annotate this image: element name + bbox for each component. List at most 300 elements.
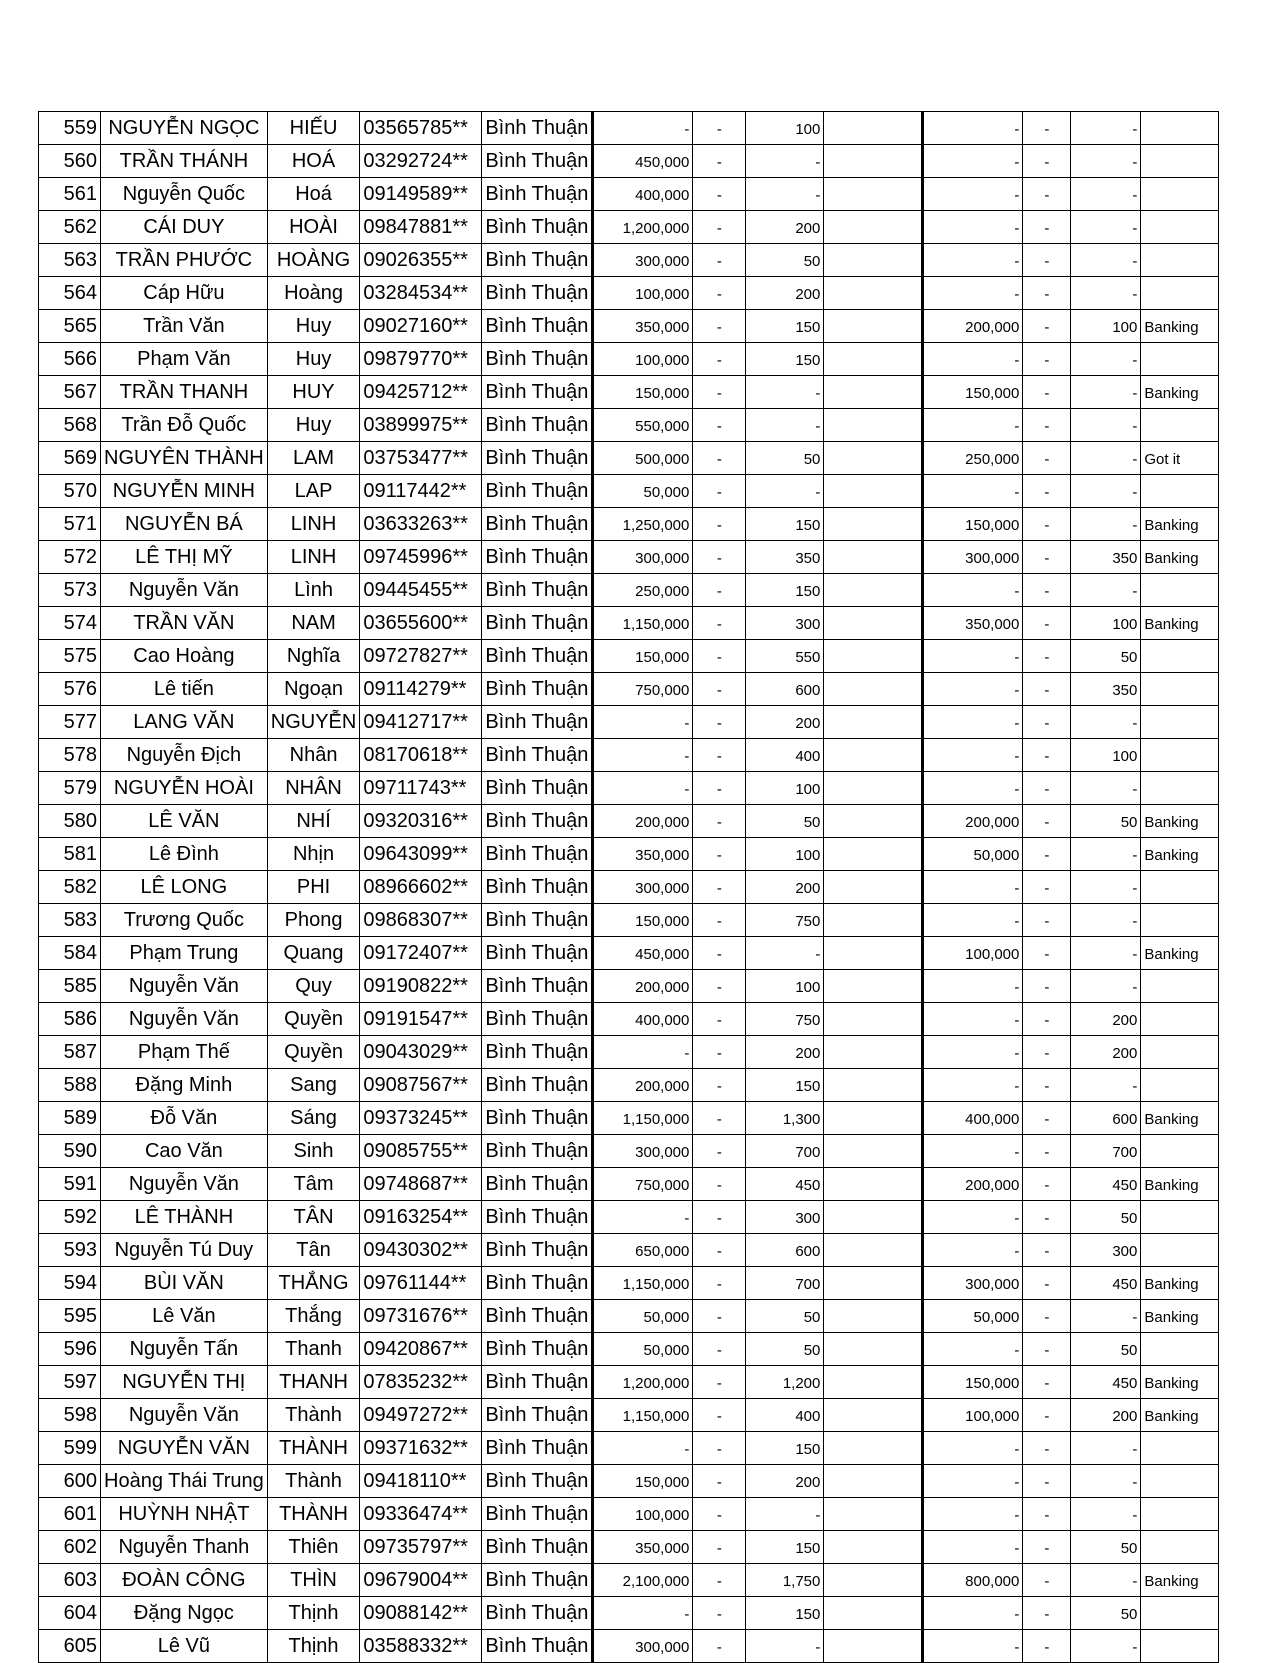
payment-note-cell: Banking	[1141, 1366, 1219, 1399]
row-number: 605	[39, 1630, 101, 1663]
province-cell: Bình Thuận	[482, 211, 593, 244]
row-number: 575	[39, 640, 101, 673]
col-f-cell: -	[1023, 1564, 1071, 1597]
received-amount-cell: 50,000	[923, 838, 1023, 871]
row-number: 566	[39, 343, 101, 376]
col-c-cell: 50	[746, 244, 824, 277]
phone-cell: 03633263**	[360, 508, 482, 541]
payment-note-cell	[1141, 706, 1219, 739]
col-g-cell: 300	[1071, 1234, 1141, 1267]
col-f-cell: -	[1023, 1234, 1071, 1267]
first-name-cell: NGUYỄN NGỌC	[101, 112, 268, 145]
col-b-cell: -	[693, 1300, 746, 1333]
table-row	[39, 145, 1219, 178]
col-g-cell: 50	[1071, 805, 1141, 838]
col-g-cell: 50	[1071, 1597, 1141, 1630]
last-name-cell: THÌN	[267, 1564, 360, 1597]
received-amount-cell: -	[923, 1465, 1023, 1498]
blank-cell	[824, 970, 923, 1003]
col-g-cell: -	[1071, 409, 1141, 442]
table-row	[39, 1003, 1219, 1036]
col-c-cell: 750	[746, 904, 824, 937]
last-name-cell: Thanh	[267, 1333, 360, 1366]
table-row	[39, 211, 1219, 244]
phone-cell: 09731676**	[360, 1300, 482, 1333]
received-amount-cell: -	[923, 1069, 1023, 1102]
phone-cell: 09879770**	[360, 343, 482, 376]
col-g-cell: -	[1071, 1465, 1141, 1498]
amount-cell: 2,100,000	[593, 1564, 693, 1597]
blank-cell	[824, 673, 923, 706]
col-g-cell: -	[1071, 376, 1141, 409]
blank-cell	[824, 1135, 923, 1168]
row-number: 565	[39, 310, 101, 343]
first-name-cell: Nguyễn Thanh	[101, 1531, 268, 1564]
table-row	[39, 937, 1219, 970]
received-amount-cell: -	[923, 871, 1023, 904]
col-b-cell: -	[693, 508, 746, 541]
col-f-cell: -	[1023, 244, 1071, 277]
col-g-cell: -	[1071, 1069, 1141, 1102]
province-cell: Bình Thuận	[482, 310, 593, 343]
table-row	[39, 178, 1219, 211]
province-cell: Bình Thuận	[482, 343, 593, 376]
last-name-cell: Nghĩa	[267, 640, 360, 673]
received-amount-cell: 800,000	[923, 1564, 1023, 1597]
first-name-cell: LÊ VĂN	[101, 805, 268, 838]
received-amount-cell: 200,000	[923, 310, 1023, 343]
col-f-cell: -	[1023, 640, 1071, 673]
col-b-cell: -	[693, 1366, 746, 1399]
col-g-cell: 100	[1071, 739, 1141, 772]
phone-cell: 09320316**	[360, 805, 482, 838]
last-name-cell: Nhân	[267, 739, 360, 772]
blank-cell	[824, 937, 923, 970]
first-name-cell: Trương Quốc	[101, 904, 268, 937]
phone-cell: 09418110**	[360, 1465, 482, 1498]
col-b-cell: -	[693, 772, 746, 805]
col-b-cell: -	[693, 739, 746, 772]
col-c-cell: 300	[746, 607, 824, 640]
row-number: 582	[39, 871, 101, 904]
blank-cell	[824, 409, 923, 442]
amount-cell: 100,000	[593, 277, 693, 310]
blank-cell	[824, 1399, 923, 1432]
payment-note-cell	[1141, 970, 1219, 1003]
province-cell: Bình Thuận	[482, 1630, 593, 1663]
last-name-cell: THANH	[267, 1366, 360, 1399]
payment-note-cell: Banking	[1141, 541, 1219, 574]
table-row	[39, 541, 1219, 574]
table-row	[39, 112, 1219, 145]
row-number: 584	[39, 937, 101, 970]
table-row	[39, 1036, 1219, 1069]
col-g-cell: -	[1071, 1564, 1141, 1597]
payment-note-cell	[1141, 409, 1219, 442]
province-cell: Bình Thuận	[482, 904, 593, 937]
table-row	[39, 1102, 1219, 1135]
first-name-cell: HUỲNH NHẬT	[101, 1498, 268, 1531]
received-amount-cell: 200,000	[923, 1168, 1023, 1201]
row-number: 588	[39, 1069, 101, 1102]
table-row	[39, 1630, 1219, 1663]
amount-cell: 750,000	[593, 1168, 693, 1201]
amount-cell: 300,000	[593, 1630, 693, 1663]
blank-cell	[824, 1267, 923, 1300]
amount-cell: 300,000	[593, 541, 693, 574]
first-name-cell: TRẦN THÁNH	[101, 145, 268, 178]
amount-cell: -	[593, 1597, 693, 1630]
province-cell: Bình Thuận	[482, 541, 593, 574]
blank-cell	[824, 640, 923, 673]
amount-cell: -	[593, 772, 693, 805]
col-g-cell: -	[1071, 1300, 1141, 1333]
last-name-cell: Phong	[267, 904, 360, 937]
col-f-cell: -	[1023, 739, 1071, 772]
row-number: 570	[39, 475, 101, 508]
col-b-cell: -	[693, 970, 746, 1003]
col-g-cell: -	[1071, 574, 1141, 607]
col-g-cell: -	[1071, 1498, 1141, 1531]
col-f-cell: -	[1023, 1333, 1071, 1366]
amount-cell: 550,000	[593, 409, 693, 442]
col-c-cell: 50	[746, 1333, 824, 1366]
col-b-cell: -	[693, 1399, 746, 1432]
first-name-cell: Lê Vũ	[101, 1630, 268, 1663]
first-name-cell: Nguyễn Văn	[101, 1399, 268, 1432]
province-cell: Bình Thuận	[482, 970, 593, 1003]
amount-cell: 200,000	[593, 1069, 693, 1102]
first-name-cell: Nguyễn Văn	[101, 1168, 268, 1201]
received-amount-cell: -	[923, 211, 1023, 244]
col-g-cell: 350	[1071, 541, 1141, 574]
first-name-cell: Cao Hoàng	[101, 640, 268, 673]
last-name-cell: Huy	[267, 343, 360, 376]
payment-note-cell	[1141, 1036, 1219, 1069]
amount-cell: 200,000	[593, 805, 693, 838]
received-amount-cell: 250,000	[923, 442, 1023, 475]
col-c-cell: 400	[746, 739, 824, 772]
province-cell: Bình Thuận	[482, 442, 593, 475]
col-c-cell: 350	[746, 541, 824, 574]
payment-note-cell	[1141, 1234, 1219, 1267]
table-row	[39, 244, 1219, 277]
payment-note-cell	[1141, 1069, 1219, 1102]
received-amount-cell: 50,000	[923, 1300, 1023, 1333]
phone-cell: 09190822**	[360, 970, 482, 1003]
col-c-cell: 750	[746, 1003, 824, 1036]
table-row	[39, 1366, 1219, 1399]
last-name-cell: HOÀNG	[267, 244, 360, 277]
province-cell: Bình Thuận	[482, 937, 593, 970]
row-number: 563	[39, 244, 101, 277]
table-row	[39, 673, 1219, 706]
phone-cell: 09679004**	[360, 1564, 482, 1597]
received-amount-cell: -	[923, 1234, 1023, 1267]
col-f-cell: -	[1023, 310, 1071, 343]
col-g-cell: 100	[1071, 607, 1141, 640]
phone-cell: 03565785**	[360, 112, 482, 145]
received-amount-cell: 350,000	[923, 607, 1023, 640]
last-name-cell: HOÀI	[267, 211, 360, 244]
blank-cell	[824, 772, 923, 805]
last-name-cell: NAM	[267, 607, 360, 640]
col-b-cell: -	[693, 706, 746, 739]
col-c-cell: -	[746, 475, 824, 508]
payment-note-cell: Banking	[1141, 1300, 1219, 1333]
table-row	[39, 1300, 1219, 1333]
first-name-cell: NGUYỄN HOÀI	[101, 772, 268, 805]
col-b-cell: -	[693, 277, 746, 310]
amount-cell: 350,000	[593, 310, 693, 343]
first-name-cell: Nguyễn Quốc	[101, 178, 268, 211]
first-name-cell: Nguyễn Văn	[101, 574, 268, 607]
first-name-cell: Cáp Hữu	[101, 277, 268, 310]
last-name-cell: Quyền	[267, 1036, 360, 1069]
blank-cell	[824, 541, 923, 574]
table-row	[39, 838, 1219, 871]
row-number: 599	[39, 1432, 101, 1465]
phone-cell: 08170618**	[360, 739, 482, 772]
col-b-cell: -	[693, 937, 746, 970]
last-name-cell: Thịnh	[267, 1630, 360, 1663]
first-name-cell: TRẦN THANH	[101, 376, 268, 409]
table-row	[39, 1333, 1219, 1366]
blank-cell	[824, 739, 923, 772]
last-name-cell: Sinh	[267, 1135, 360, 1168]
row-number: 560	[39, 145, 101, 178]
payment-note-cell	[1141, 1135, 1219, 1168]
first-name-cell: CÁI DUY	[101, 211, 268, 244]
last-name-cell: Tân	[267, 1234, 360, 1267]
col-c-cell: 200	[746, 1465, 824, 1498]
row-number: 568	[39, 409, 101, 442]
phone-cell: 09373245**	[360, 1102, 482, 1135]
received-amount-cell: -	[923, 244, 1023, 277]
received-amount-cell: -	[923, 772, 1023, 805]
blank-cell	[824, 1333, 923, 1366]
received-amount-cell: -	[923, 475, 1023, 508]
first-name-cell: Nguyễn Văn	[101, 970, 268, 1003]
col-b-cell: -	[693, 343, 746, 376]
province-cell: Bình Thuận	[482, 574, 593, 607]
col-f-cell: -	[1023, 541, 1071, 574]
last-name-cell: Huy	[267, 409, 360, 442]
blank-cell	[824, 343, 923, 376]
row-number: 591	[39, 1168, 101, 1201]
amount-cell: 400,000	[593, 1003, 693, 1036]
blank-cell	[824, 805, 923, 838]
province-cell: Bình Thuận	[482, 1300, 593, 1333]
province-cell: Bình Thuận	[482, 1135, 593, 1168]
row-number: 561	[39, 178, 101, 211]
province-cell: Bình Thuận	[482, 1399, 593, 1432]
last-name-cell: Quy	[267, 970, 360, 1003]
province-cell: Bình Thuận	[482, 1102, 593, 1135]
phone-cell: 09748687**	[360, 1168, 482, 1201]
col-c-cell: 150	[746, 574, 824, 607]
col-f-cell: -	[1023, 1201, 1071, 1234]
col-g-cell: 100	[1071, 310, 1141, 343]
table-row	[39, 277, 1219, 310]
payment-note-cell: Banking	[1141, 1564, 1219, 1597]
first-name-cell: Lê tiến	[101, 673, 268, 706]
amount-cell: 1,200,000	[593, 1366, 693, 1399]
col-f-cell: -	[1023, 1135, 1071, 1168]
received-amount-cell: -	[923, 1630, 1023, 1663]
province-cell: Bình Thuận	[482, 1069, 593, 1102]
blank-cell	[824, 1069, 923, 1102]
row-number: 587	[39, 1036, 101, 1069]
received-amount-cell: -	[923, 904, 1023, 937]
province-cell: Bình Thuận	[482, 1036, 593, 1069]
table-row	[39, 508, 1219, 541]
phone-cell: 09371632**	[360, 1432, 482, 1465]
phone-cell: 09727827**	[360, 640, 482, 673]
amount-cell: 150,000	[593, 1465, 693, 1498]
first-name-cell: Nguyễn Văn	[101, 1003, 268, 1036]
phone-cell: 09847881**	[360, 211, 482, 244]
row-number: 603	[39, 1564, 101, 1597]
first-name-cell: Phạm Văn	[101, 343, 268, 376]
col-c-cell: 150	[746, 508, 824, 541]
last-name-cell: Huy	[267, 310, 360, 343]
first-name-cell: Cao Văn	[101, 1135, 268, 1168]
province-cell: Bình Thuận	[482, 838, 593, 871]
col-b-cell: -	[693, 1234, 746, 1267]
table-row	[39, 1564, 1219, 1597]
col-g-cell: -	[1071, 178, 1141, 211]
row-number: 593	[39, 1234, 101, 1267]
last-name-cell: Quyền	[267, 1003, 360, 1036]
table-row	[39, 772, 1219, 805]
received-amount-cell: 300,000	[923, 541, 1023, 574]
received-amount-cell: -	[923, 1597, 1023, 1630]
col-c-cell: 50	[746, 442, 824, 475]
last-name-cell: NGUYỄN	[267, 706, 360, 739]
col-g-cell: 50	[1071, 1333, 1141, 1366]
province-cell: Bình Thuận	[482, 277, 593, 310]
payment-note-cell	[1141, 640, 1219, 673]
blank-cell	[824, 145, 923, 178]
blank-cell	[824, 1432, 923, 1465]
amount-cell: 50,000	[593, 475, 693, 508]
province-cell: Bình Thuận	[482, 640, 593, 673]
col-b-cell: -	[693, 310, 746, 343]
amount-cell: 200,000	[593, 970, 693, 1003]
col-b-cell: -	[693, 376, 746, 409]
last-name-cell: HUY	[267, 376, 360, 409]
col-f-cell: -	[1023, 475, 1071, 508]
table-row	[39, 805, 1219, 838]
province-cell: Bình Thuận	[482, 1003, 593, 1036]
phone-cell: 09868307**	[360, 904, 482, 937]
col-f-cell: -	[1023, 1267, 1071, 1300]
row-number: 567	[39, 376, 101, 409]
received-amount-cell: -	[923, 673, 1023, 706]
phone-cell: 09114279**	[360, 673, 482, 706]
last-name-cell: NHÂN	[267, 772, 360, 805]
received-amount-cell: -	[923, 1003, 1023, 1036]
payment-note-cell	[1141, 343, 1219, 376]
last-name-cell: Nhịn	[267, 838, 360, 871]
province-cell: Bình Thuận	[482, 244, 593, 277]
first-name-cell: TRẦN VĂN	[101, 607, 268, 640]
col-f-cell: -	[1023, 1300, 1071, 1333]
payment-note-cell	[1141, 178, 1219, 211]
payment-note-cell	[1141, 1630, 1219, 1663]
phone-cell: 03588332**	[360, 1630, 482, 1663]
table-row	[39, 1531, 1219, 1564]
blank-cell	[824, 508, 923, 541]
province-cell: Bình Thuận	[482, 1234, 593, 1267]
row-number: 576	[39, 673, 101, 706]
col-f-cell: -	[1023, 673, 1071, 706]
payment-note-cell	[1141, 475, 1219, 508]
amount-cell: 750,000	[593, 673, 693, 706]
blank-cell	[824, 1630, 923, 1663]
table-row	[39, 442, 1219, 475]
col-c-cell: -	[746, 376, 824, 409]
col-f-cell: -	[1023, 1465, 1071, 1498]
payment-note-cell	[1141, 1597, 1219, 1630]
first-name-cell: Đỗ Văn	[101, 1102, 268, 1135]
col-f-cell: -	[1023, 607, 1071, 640]
col-c-cell: 50	[746, 1300, 824, 1333]
col-c-cell: 450	[746, 1168, 824, 1201]
payment-note-cell: Banking	[1141, 1267, 1219, 1300]
province-cell: Bình Thuận	[482, 1333, 593, 1366]
table-row	[39, 574, 1219, 607]
col-b-cell: -	[693, 805, 746, 838]
row-number: 574	[39, 607, 101, 640]
col-f-cell: -	[1023, 871, 1071, 904]
phone-cell: 03284534**	[360, 277, 482, 310]
province-cell: Bình Thuận	[482, 607, 593, 640]
first-name-cell: NGUYỄN MINH	[101, 475, 268, 508]
amount-cell: 400,000	[593, 178, 693, 211]
phone-cell: 09088142**	[360, 1597, 482, 1630]
col-b-cell: -	[693, 1465, 746, 1498]
table-row	[39, 310, 1219, 343]
col-b-cell: -	[693, 145, 746, 178]
col-c-cell: 150	[746, 1597, 824, 1630]
blank-cell	[824, 1366, 923, 1399]
col-c-cell: -	[746, 178, 824, 211]
col-f-cell: -	[1023, 904, 1071, 937]
row-number: 585	[39, 970, 101, 1003]
blank-cell	[824, 1597, 923, 1630]
received-amount-cell: -	[923, 1531, 1023, 1564]
col-c-cell: -	[746, 145, 824, 178]
received-amount-cell: -	[923, 1498, 1023, 1531]
province-cell: Bình Thuận	[482, 871, 593, 904]
received-amount-cell: -	[923, 145, 1023, 178]
payment-note-cell: Banking	[1141, 805, 1219, 838]
last-name-cell: Thành	[267, 1399, 360, 1432]
payment-note-cell	[1141, 112, 1219, 145]
amount-cell: 1,200,000	[593, 211, 693, 244]
col-g-cell: 600	[1071, 1102, 1141, 1135]
table-row	[39, 871, 1219, 904]
col-g-cell: -	[1071, 1432, 1141, 1465]
amount-cell: 100,000	[593, 1498, 693, 1531]
province-cell: Bình Thuận	[482, 1201, 593, 1234]
row-number: 604	[39, 1597, 101, 1630]
col-g-cell: -	[1071, 904, 1141, 937]
col-c-cell: 1,200	[746, 1366, 824, 1399]
amount-cell: 50,000	[593, 1333, 693, 1366]
